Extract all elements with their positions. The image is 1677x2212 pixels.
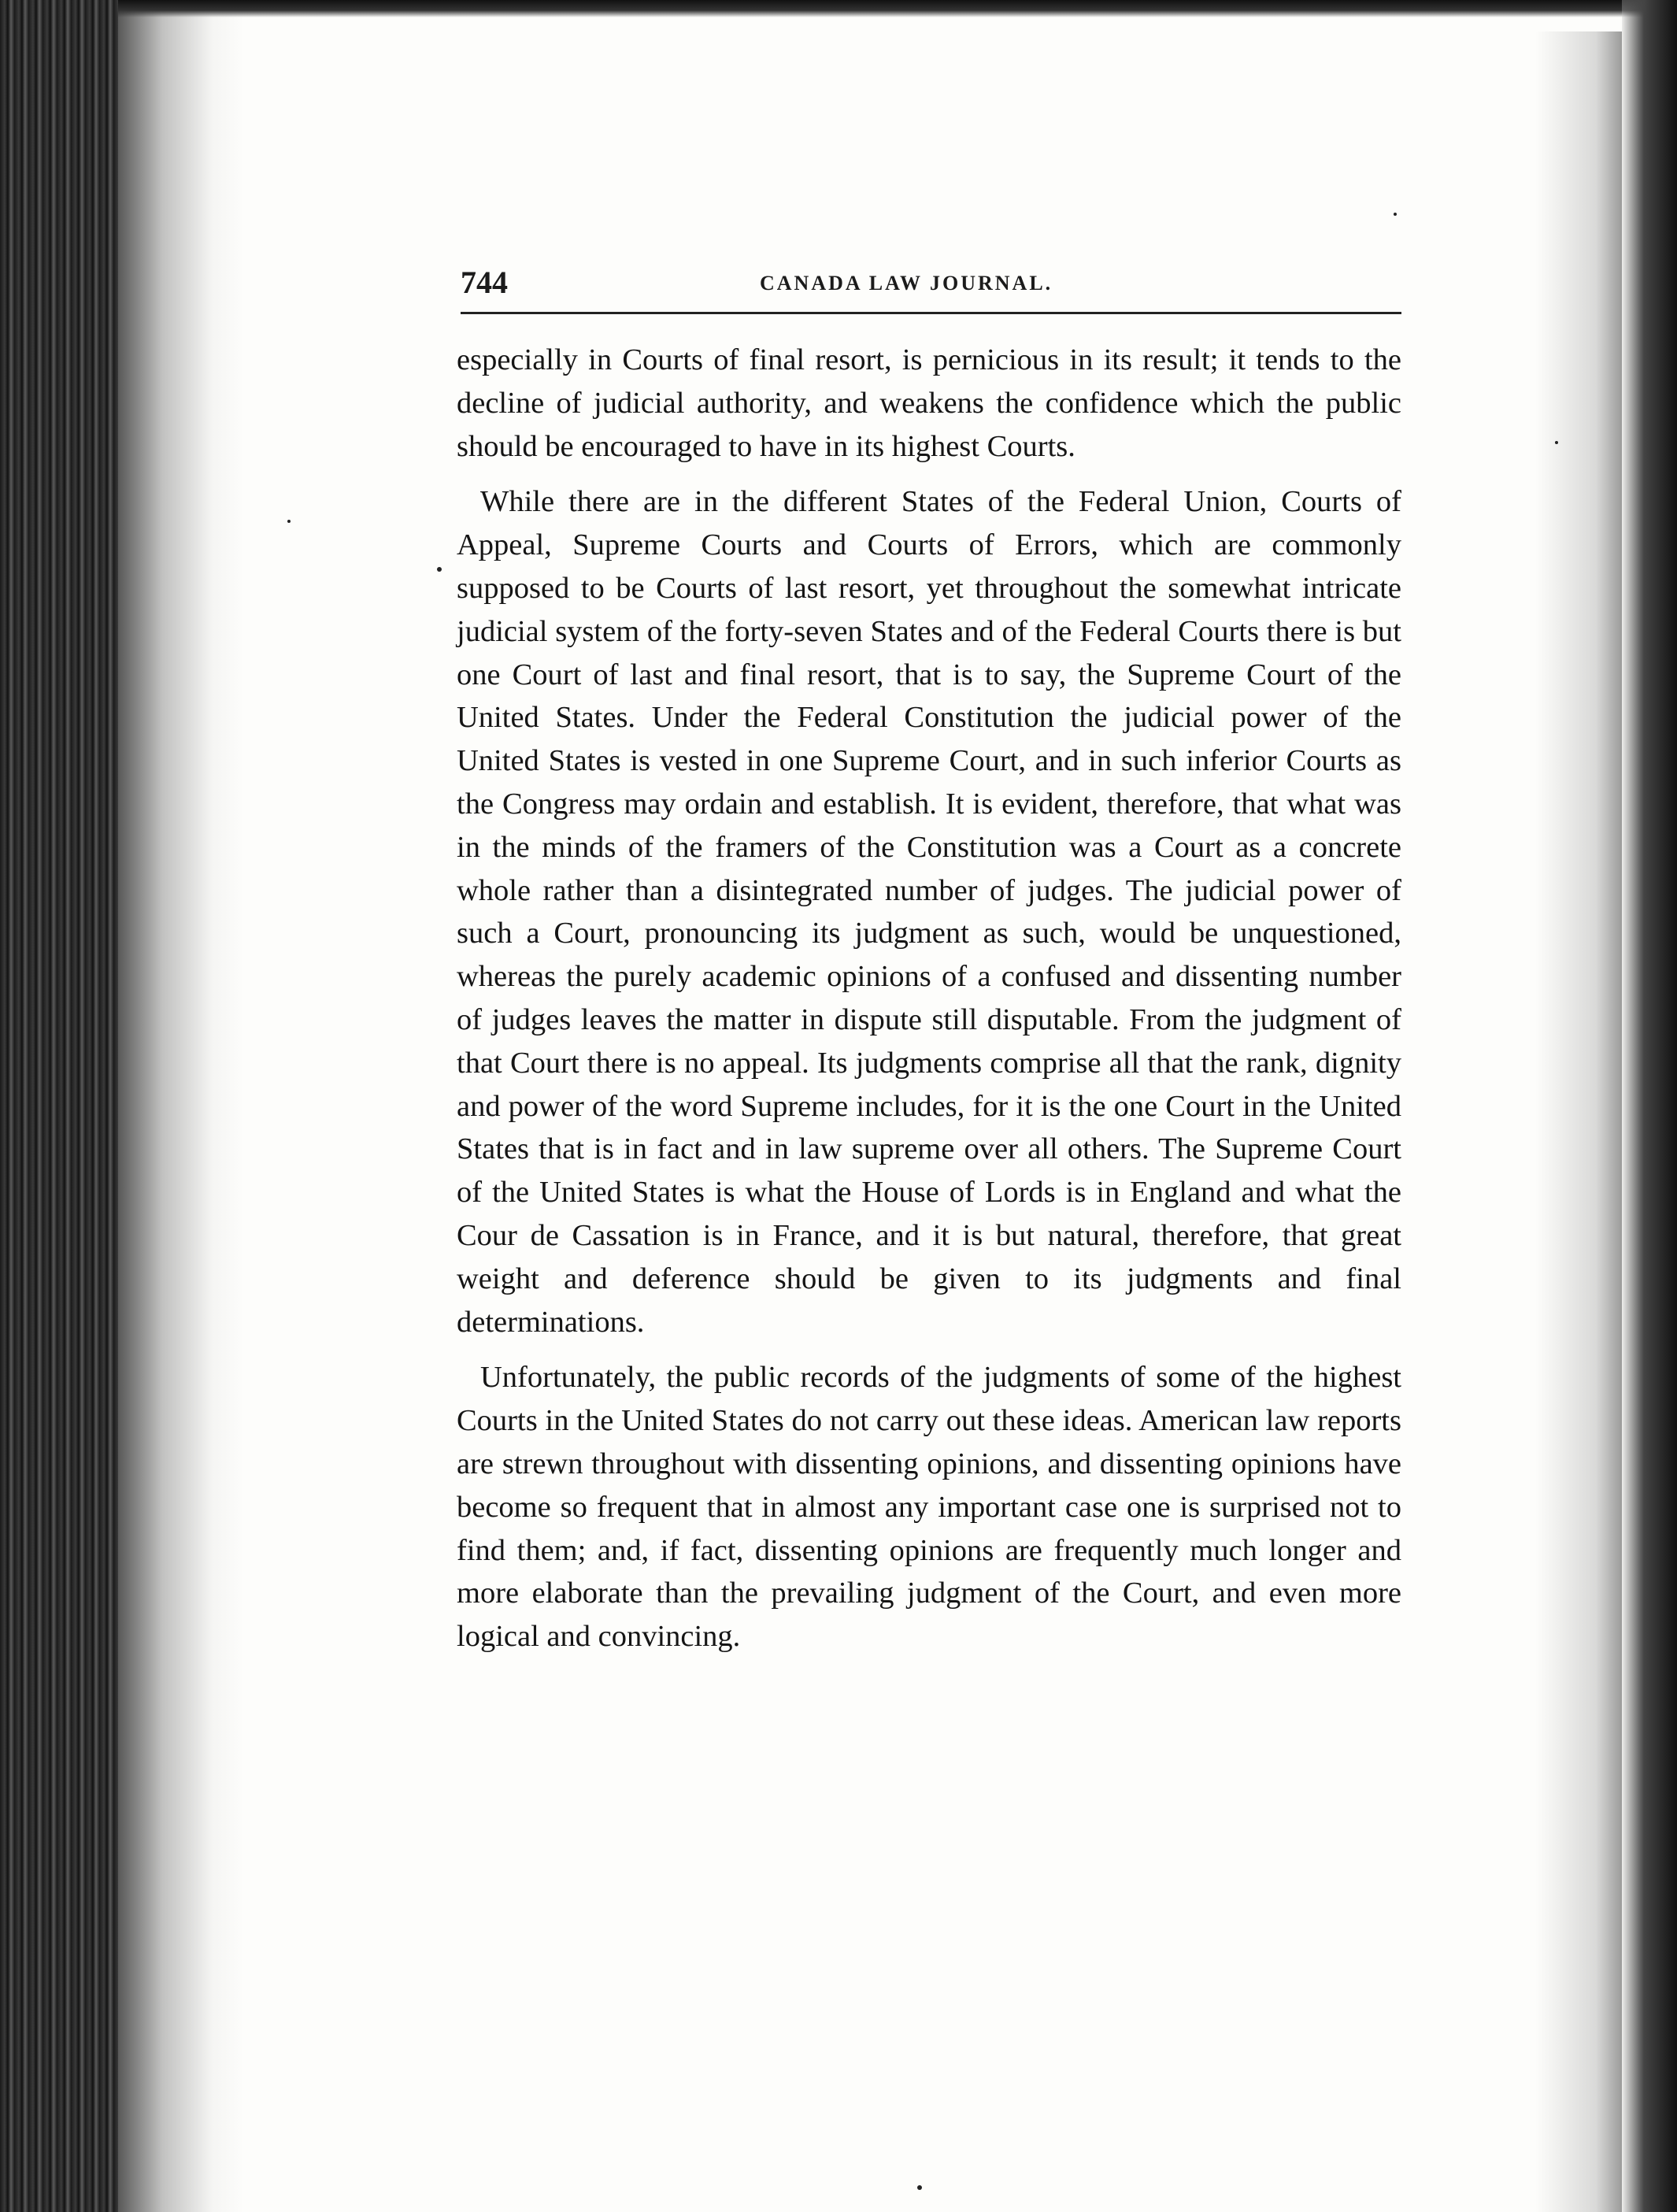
running-head (461, 264, 1401, 311)
scan-speck (437, 567, 442, 572)
page-number: 744 (461, 265, 508, 300)
paragraph-3: Unfortunately, the public records of the judgments of some of the highest Courts in the United States do not carry out these ideas. American law reports are strewn throughout with dissenting opinions, and dissenting opinions have become so frequent that in almost any important case one is surprised not to find them; and, if fact, dissenting opinions are frequently much longer and more elaborate than the prevailing judgment of the Court, and even more logical and convincing. (457, 1361, 1401, 1654)
scan-speck (1555, 441, 1558, 444)
header-rule (461, 312, 1401, 314)
book-binding-left (0, 0, 118, 2212)
scan-speck (1394, 213, 1397, 216)
journal-title: CANADA LAW JOURNAL. (760, 272, 1053, 295)
book-binding-right (1622, 0, 1677, 2212)
paragraph-1: especially in Courts of final resort, is pernicious in its result; it tends to the decline of judicial authority, and weakens the confidence which the public should be encouraged to have in its highest Courts. (457, 343, 1401, 463)
article-body (457, 339, 1401, 1658)
scan-speck (917, 2185, 922, 2190)
top-edge-shadow (118, 0, 1677, 17)
binding-shadow (118, 0, 244, 2212)
right-edge-shadow (1535, 31, 1622, 2212)
paragraph-2: While there are in the different States of the Federal Union, Courts of Appeal, Supreme Courts and Courts of Errors, which are commonly supposed to be Courts of last resort, yet throughout the somewhat intricate judicial system of the forty-seven States and of the Federal Courts there is but one Court of last and final resort, that is to say, the Supreme Court of the United States. Under the Federal Constitution the judicial power of the United States is vested in one Supreme Court, and in such inferior Courts as the Congress may ordain and establish. It is evident, therefore, that what was in the minds of the framers of the Constitution was a Court as a concrete whole rather than a disintegrated number of judges. The judicial power of such a Court, pronouncing its judgment as such, would be unquestioned, whereas the purely academic opinions of a confused and dissenting number of judges leaves the matter in dispute still disputable. From the judgment of that Court there is no appeal. Its judgments comprise all that the rank, dignity and power of the word Supreme includes, for it is the one Court in the United States that is in fact and in law supreme over all others. The Supreme Court of the United States is what the House of Lords is in England and what the Cour de Cassation is in France, and it is but natural, therefore, that great weight and deference should be given to its judgments and final determinations. (457, 485, 1401, 1339)
scan-speck (287, 520, 291, 523)
